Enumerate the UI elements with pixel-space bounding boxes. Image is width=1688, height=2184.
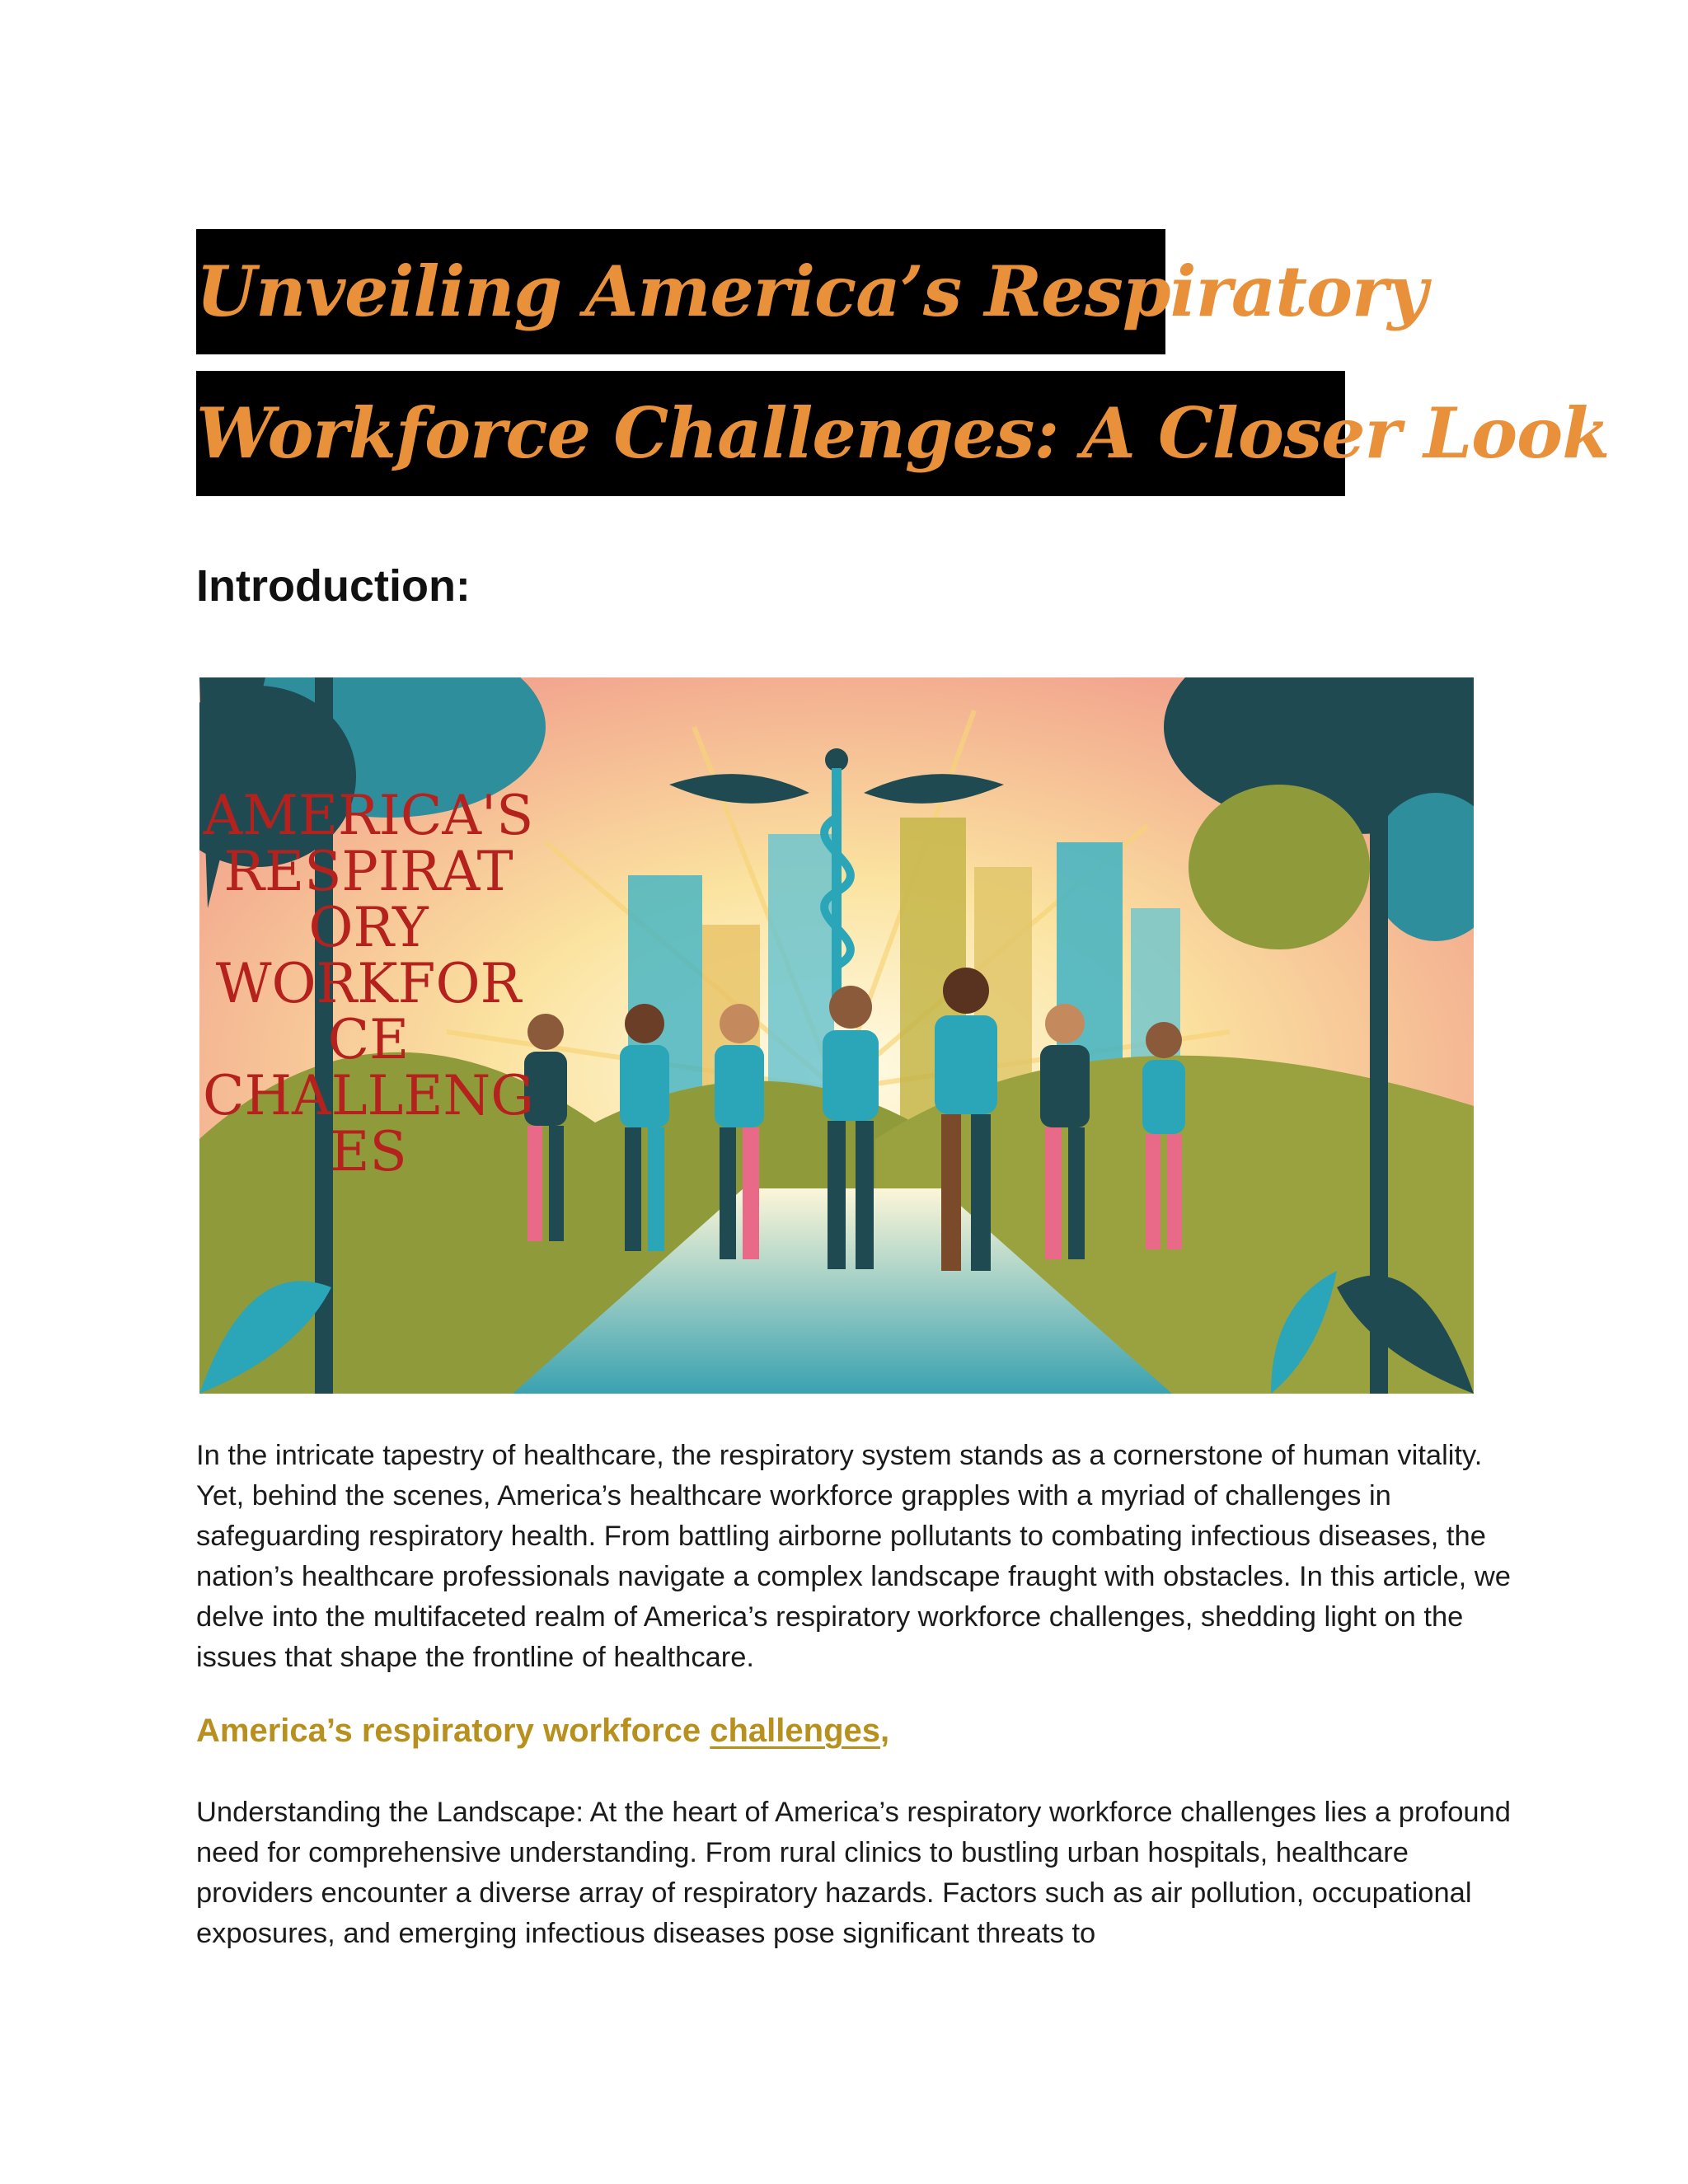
section-heading-trailing: , — [880, 1713, 890, 1749]
hero-illustration — [199, 677, 1474, 1394]
intro-paragraph: In the intricate tapestry of healthcare, the respiratory system stands as a cornerstone of human vitality. Yet, behind the scenes, America’s healthcare workforce grapples with a myriad of challenges in safeguarding respiratory health. From battling airborne pollutants to combating infectious diseases, the nation’s healthcare professionals navigate a complex landscape fraught with obstacles. In this article, we delve into the multifaceted realm of America’s respiratory workforce challenges, shedding light on the issues that shape the frontline of healthcare. — [196, 1440, 1511, 1673]
hero-overlay-text — [203, 784, 534, 1183]
title-line-1: Unveiling America’s Respiratory — [196, 229, 1165, 354]
title-line-2: Workforce Challenges: A Closer Look — [196, 371, 1345, 496]
introduction-heading: Introduction: — [196, 561, 471, 611]
section-paragraph: Understanding the Landscape: At the heart of America’s respiratory workforce challenges lies a profound need for comprehensive understanding. From rural clinics to bustling urban hospitals, healthcare providers encounter a diverse array of respiratory hazards. Factors such as air pollution, occupational exposures, and emerging infectious diseases pose significant threats to — [196, 1797, 1511, 1949]
overlay-line-7: ES — [330, 1120, 407, 1183]
overlay-line-6: CHALLENG — [202, 1064, 535, 1127]
overlay-line-2: RESPIRAT — [223, 840, 513, 903]
overlay-line-3: ORY — [308, 896, 429, 959]
challenges-link[interactable]: challenges — [710, 1713, 881, 1749]
section-heading-text: America’s respiratory workforce — [196, 1713, 710, 1749]
section-heading — [196, 1713, 889, 1750]
runners-illustration-image — [199, 677, 1474, 1394]
overlay-line-4: WORKFOR — [215, 952, 522, 1015]
overlay-line-5: CE — [327, 1008, 410, 1071]
overlay-line-1: AMERICA'S — [203, 784, 534, 847]
